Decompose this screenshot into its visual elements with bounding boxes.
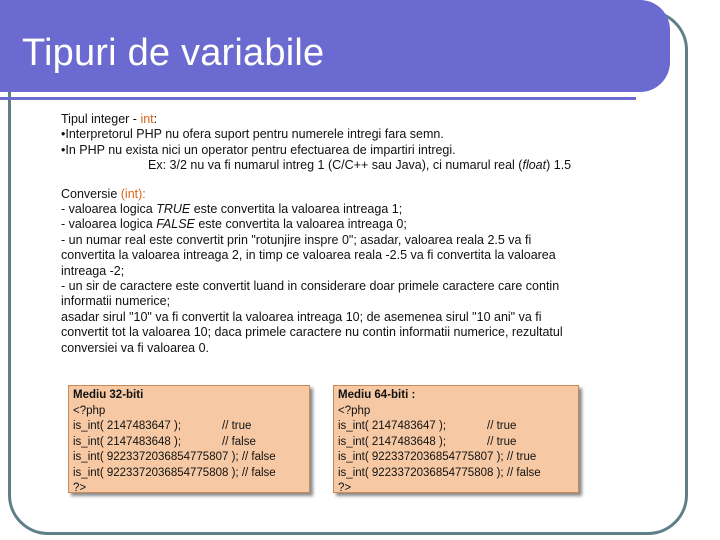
integer-heading — [61, 112, 641, 127]
code-call: is_int( 9223372036854775807 ); — [73, 451, 239, 463]
code-close-tag: ?> — [338, 482, 352, 494]
code-open-tag: <?php — [73, 404, 106, 417]
slide-body — [61, 112, 641, 356]
code-box-32bit — [68, 385, 310, 493]
code-line — [338, 466, 574, 482]
code-comment: // false — [241, 451, 276, 463]
code-box-64bit-heading: Mediu 64-biti : — [338, 389, 416, 401]
code-comment: // true — [487, 420, 517, 432]
code-call: is_int( 9223372036854775807 ); — [338, 451, 504, 463]
real-rule-line-1: - un numar real este convertit prin "rotunjire inspre 0"; asadar, valoarea reala 2.5 va fi — [61, 232, 532, 247]
false-suffix: este convertita la valoarea intreaga 0; — [194, 217, 407, 232]
code-call: is_int( 2147483648 ); — [338, 435, 447, 448]
code-comment: // true — [487, 435, 517, 448]
code-line — [73, 419, 305, 435]
code-call: is_int( 9223372036854775808 ); — [338, 466, 504, 479]
real-rule-line-3: intreaga -2; — [61, 263, 125, 278]
string-rule-line-4: convertit tot la valoarea 10; daca primele caractere nu contin informatii numerice, rezultatul — [61, 325, 563, 340]
code-line — [338, 450, 574, 466]
bullet-unsigned: •Interpretorul PHP nu ofera suport pentru numerele intregi fara semn. — [61, 127, 444, 142]
code-call: is_int( 2147483648 ); — [73, 435, 182, 448]
conversion-keyword: (int): — [120, 186, 146, 201]
code-open-tag: <?php — [338, 404, 371, 417]
integer-keyword: int — [140, 112, 154, 126]
code-box-64bit — [333, 385, 579, 493]
slide-title: Tipuri de variabile — [22, 32, 325, 74]
false-word: FALSE — [156, 217, 195, 232]
code-call: is_int( 9223372036854775808 ); — [73, 466, 239, 479]
example-prefix: Ex: 3/2 nu va fi numarul intreg 1 (C/C++ sau Java), ci numarul real ( — [148, 158, 523, 173]
code-comment: // false — [222, 435, 256, 448]
code-comment: // true — [222, 420, 252, 432]
code-box-32bit-heading: Mediu 32-biti — [73, 389, 144, 401]
string-rule-line-1: - un sir de caractere este convertit luand in considerare doar primele caractere care contin — [61, 279, 560, 294]
code-line — [73, 450, 305, 466]
integer-heading-prefix: Tipul integer - — [61, 112, 141, 126]
title-bar — [0, 0, 670, 92]
example-float: float — [522, 158, 547, 173]
string-rule-line-3: asadar sirul "10" va fi convertit la valoarea intreaga 10; de asemenea sirul "10 ani" va fi — [61, 309, 542, 324]
code-comment: // true — [506, 451, 537, 463]
division-example — [61, 158, 641, 173]
bullet-division: •In PHP nu exista nici un operator pentru efectuarea de impartiri intregi. — [61, 142, 456, 157]
code-line — [73, 466, 305, 482]
true-rule — [61, 202, 641, 217]
code-comment: // false — [506, 466, 541, 479]
true-prefix: - valoarea logica — [61, 202, 157, 217]
true-suffix: este convertita la valoarea intreaga 1; — [190, 202, 403, 217]
title-underline — [0, 97, 636, 100]
integer-heading-suffix: : — [153, 112, 158, 126]
example-suffix: ) 1.5 — [546, 158, 572, 173]
true-word: TRUE — [156, 202, 191, 217]
false-rule — [61, 217, 641, 232]
conversion-heading — [61, 187, 641, 202]
string-rule-line-5: conversiei va fi valoarea 0. — [61, 340, 209, 355]
code-comment: // false — [241, 466, 276, 479]
real-rule-line-2: convertita la valoarea intreaga 2, in timp ce valoarea reala -2.5 va fi convertita la valoarea — [61, 248, 556, 263]
code-line — [338, 419, 574, 435]
conversion-prefix: Conversie — [61, 186, 121, 201]
string-rule-line-2: informatii numerice; — [61, 294, 171, 309]
code-call: is_int( 2147483647 ); — [73, 420, 182, 432]
false-prefix: - valoarea logica — [61, 217, 157, 232]
code-line — [73, 435, 305, 451]
code-call: is_int( 2147483647 ); — [338, 420, 447, 432]
code-line — [338, 435, 574, 451]
code-close-tag: ?> — [73, 482, 87, 494]
